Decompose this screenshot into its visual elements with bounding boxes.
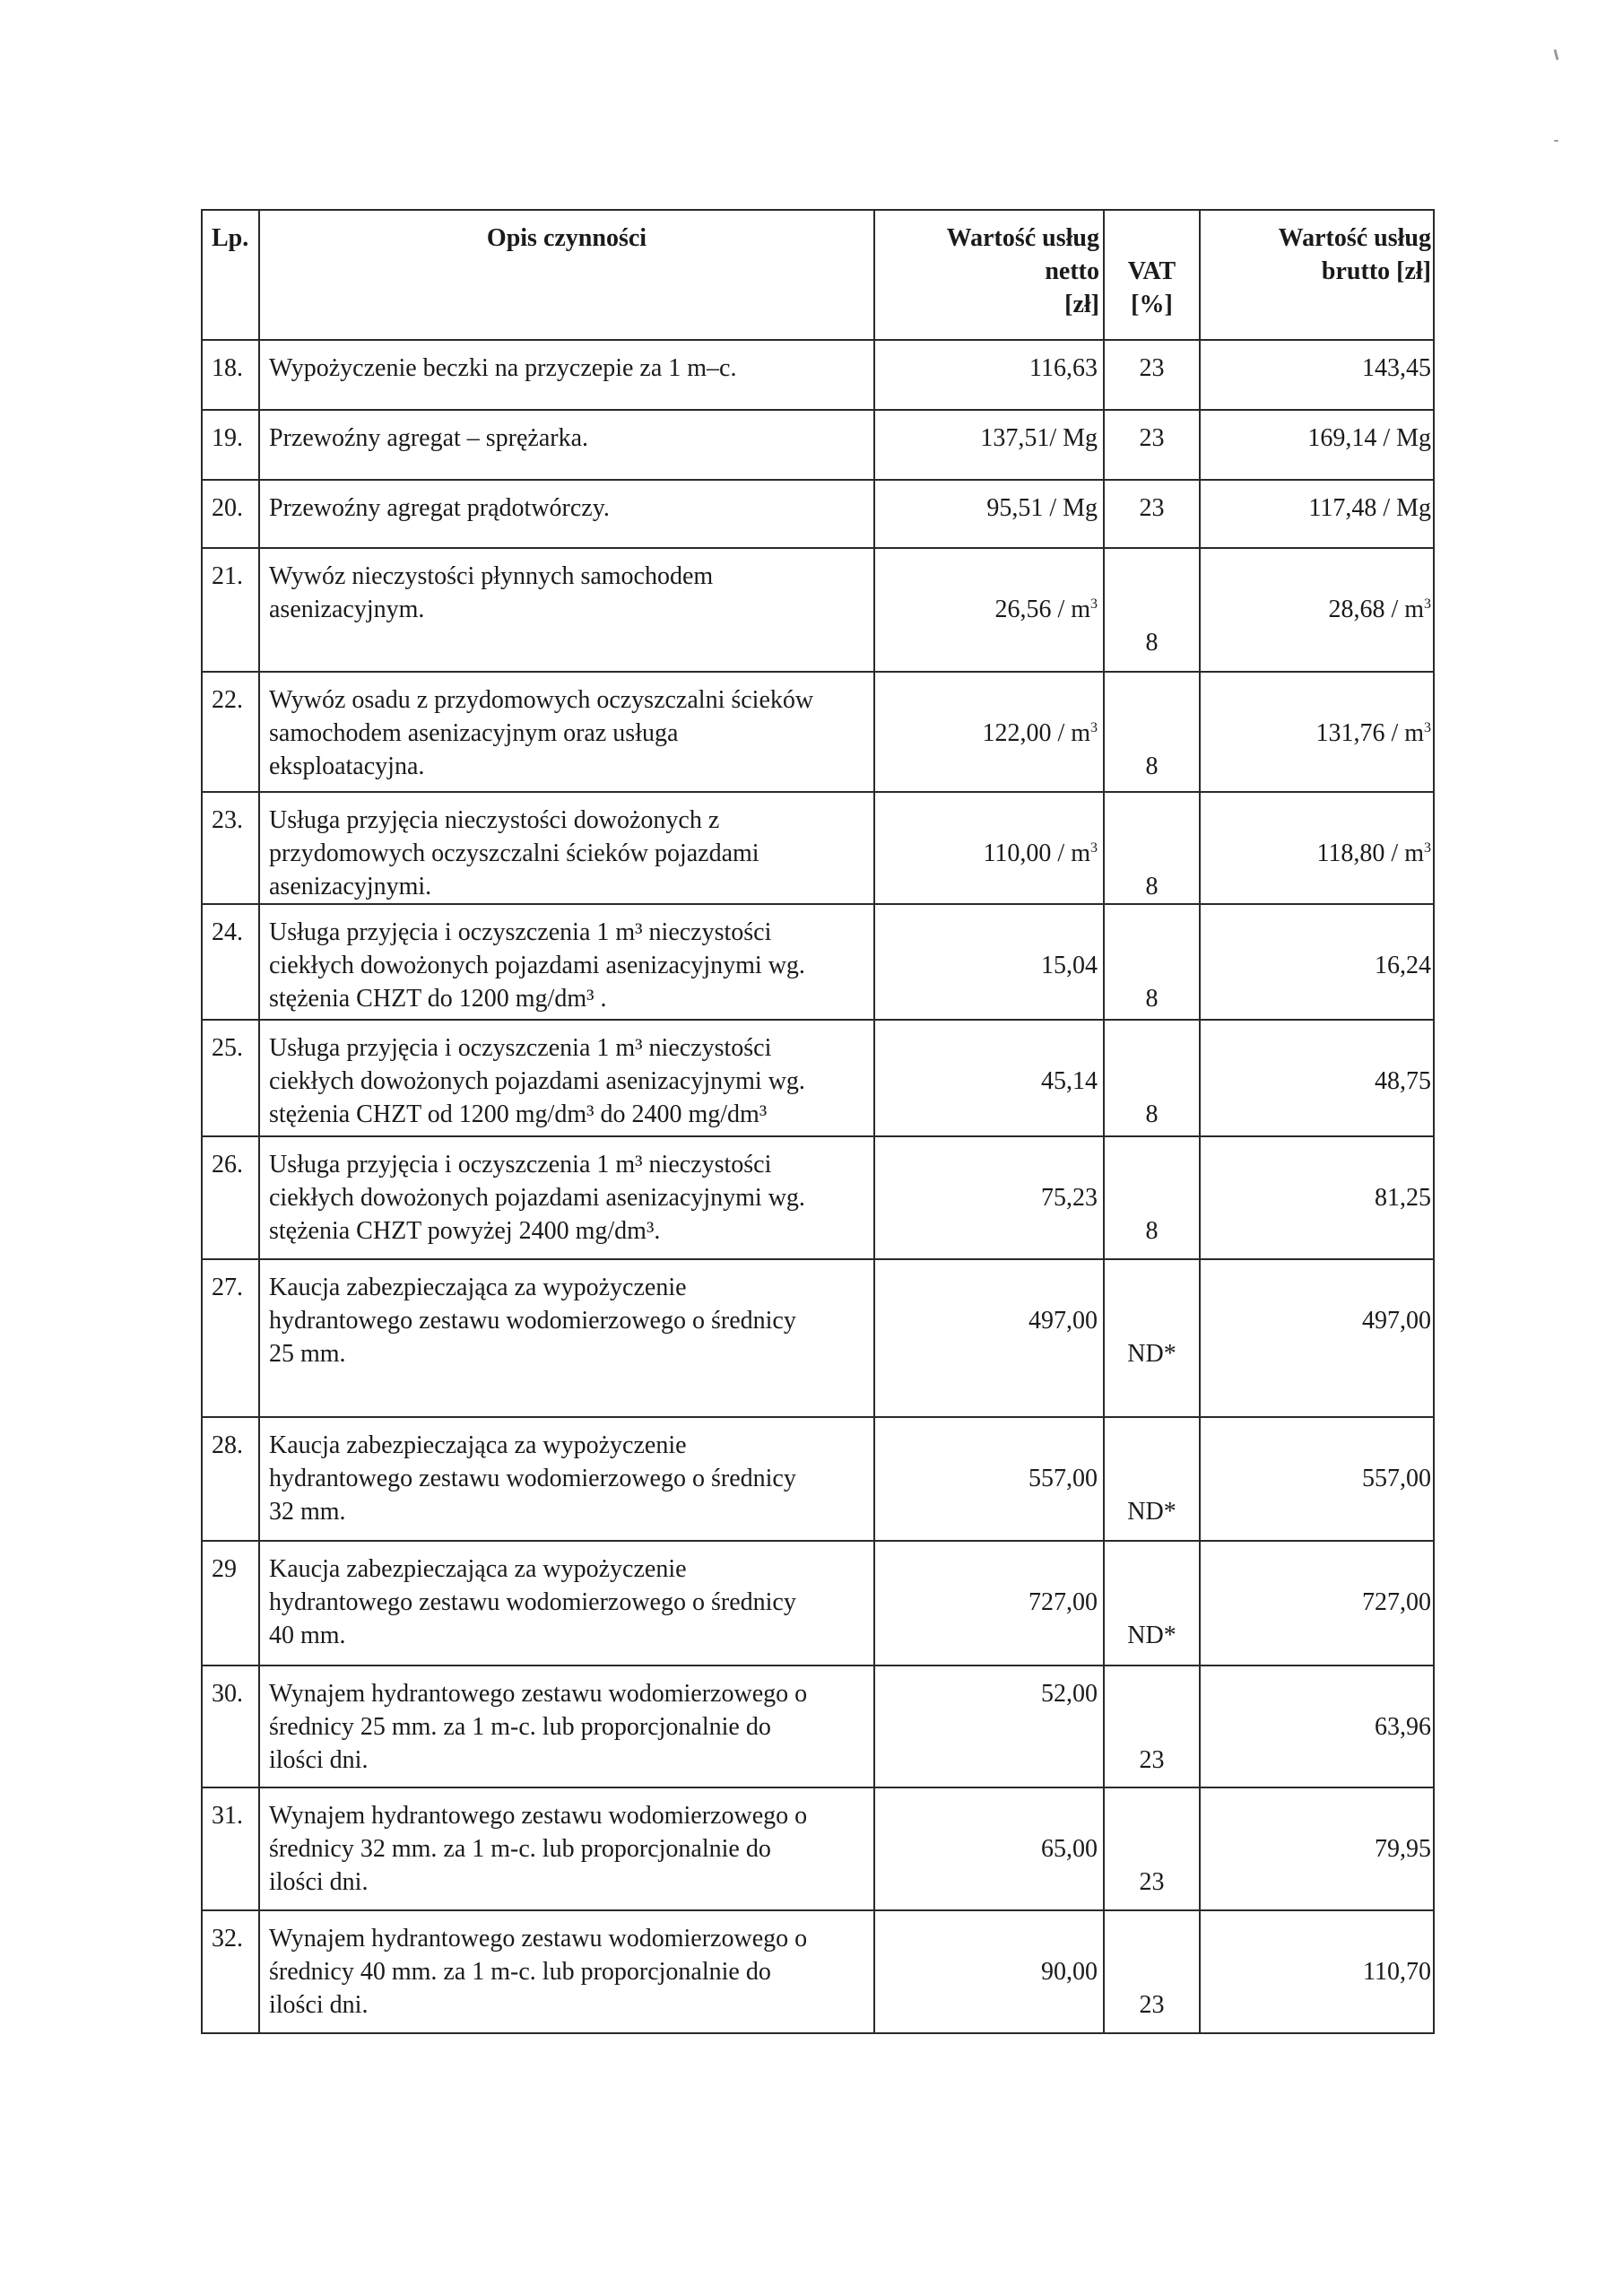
- cell-lp: [202, 1541, 259, 1665]
- scan-speck: [1553, 49, 1558, 60]
- cell-opis: [259, 672, 874, 792]
- cell-netto: [874, 1787, 1104, 1910]
- cell-netto: [874, 1020, 1104, 1136]
- row-number: 32.: [212, 1925, 243, 1952]
- cell-vat: [1104, 1910, 1200, 2033]
- cell-lp: [202, 1910, 259, 2033]
- cell-opis: [259, 1020, 874, 1136]
- description-line: Wynajem hydrantowego zestawu wodomierzowego o: [269, 1802, 808, 1830]
- cell-brutto: [1200, 1910, 1434, 2033]
- netto-value: 52,00: [1041, 1680, 1098, 1708]
- table-row: [202, 410, 1434, 480]
- header-lp-label: Lp.: [212, 224, 249, 252]
- description-line: ciekłych dowożonych pojazdami asenizacyjnymi wg.: [269, 1184, 805, 1212]
- brutto-value: 557,00: [1362, 1465, 1431, 1492]
- table-row: [202, 1020, 1434, 1136]
- brutto-value: 79,95: [1375, 1835, 1431, 1863]
- cell-vat: [1104, 480, 1200, 548]
- table-row: [202, 1136, 1434, 1259]
- description-line: średnicy 25 mm. za 1 m-c. lub proporcjonalnie do: [269, 1713, 771, 1741]
- cell-lp: [202, 1665, 259, 1787]
- netto-value: 26,56 / m: [994, 596, 1090, 623]
- brutto-value: 110,70: [1363, 1958, 1431, 1986]
- description-line: Wypożyczenie beczki na przyczepie za 1 m–c.: [269, 354, 737, 382]
- header-netto-line: Wartość usług: [946, 224, 1099, 252]
- cell-lp: [202, 1136, 259, 1259]
- vat-value: ND*: [1127, 1498, 1176, 1526]
- cell-opis: [259, 340, 874, 410]
- cell-brutto: [1200, 410, 1434, 480]
- description-line: Przewoźny agregat prądotwórczy.: [269, 494, 610, 522]
- cell-netto: [874, 1259, 1104, 1417]
- description-line: ciekłych dowożonych pojazdami asenizacyjnymi wg.: [269, 952, 805, 979]
- table-row: [202, 792, 1434, 904]
- cell-opis: [259, 480, 874, 548]
- header-opis-label: Opis czynności: [486, 224, 647, 252]
- description-line: Usługa przyjęcia i oczyszczenia 1 m³ nieczystości: [269, 1034, 772, 1062]
- table-row: [202, 548, 1434, 672]
- cell-netto: [874, 1665, 1104, 1787]
- description-line: średnicy 32 mm. za 1 m-c. lub proporcjonalnie do: [269, 1835, 771, 1863]
- netto-value: 90,00: [1041, 1958, 1098, 1986]
- brutto-value: 117,48 / Mg: [1308, 494, 1431, 522]
- vat-value: ND*: [1127, 1622, 1176, 1649]
- vat-value: 23: [1139, 424, 1165, 452]
- brutto-value: 63,96: [1375, 1713, 1431, 1741]
- cell-brutto: [1200, 792, 1434, 904]
- vat-value: 8: [1145, 752, 1159, 780]
- header-vat-line: [%]: [1131, 291, 1173, 318]
- description-line: stężenia CHZT powyżej 2400 mg/dm³.: [269, 1217, 661, 1245]
- row-number: 29: [212, 1555, 237, 1583]
- row-number: 30.: [212, 1680, 243, 1708]
- vat-value: 8: [1145, 1217, 1159, 1245]
- brutto-unit-exponent: 3: [1424, 720, 1431, 735]
- cell-brutto: [1200, 1020, 1434, 1136]
- cell-opis: [259, 548, 874, 672]
- cell-lp: [202, 1787, 259, 1910]
- vat-value: 8: [1145, 629, 1159, 657]
- header-row: [202, 210, 1434, 340]
- cell-brutto: [1200, 548, 1434, 672]
- description-line: hydrantowego zestawu wodomierzowego o średnicy: [269, 1588, 796, 1616]
- table-body: [202, 340, 1434, 2033]
- header-brutto-line: brutto [zł]: [1321, 257, 1431, 285]
- table-row: [202, 1787, 1434, 1910]
- cell-opis: [259, 1136, 874, 1259]
- table-row: [202, 904, 1434, 1020]
- price-table: [201, 209, 1435, 2034]
- cell-netto: [874, 480, 1104, 548]
- table-row: [202, 480, 1434, 548]
- netto-unit-exponent: 3: [1090, 840, 1098, 856]
- brutto-value: 48,75: [1375, 1067, 1431, 1095]
- description-line: stężenia CHZT do 1200 mg/dm³ .: [269, 985, 607, 1013]
- cell-lp: [202, 1020, 259, 1136]
- cell-opis: [259, 904, 874, 1020]
- description-line: Kaucja zabezpieczająca za wypożyczenie: [269, 1274, 687, 1301]
- cell-brutto: [1200, 1417, 1434, 1541]
- netto-value: 116,63: [1029, 354, 1098, 382]
- netto-value: 137,51/ Mg: [980, 424, 1098, 452]
- vat-value: 8: [1145, 985, 1159, 1013]
- cell-brutto: [1200, 1259, 1434, 1417]
- description-line: asenizacyjnymi.: [269, 873, 432, 900]
- cell-brutto: [1200, 1541, 1434, 1665]
- table-row: [202, 1259, 1434, 1417]
- vat-value: 23: [1139, 494, 1165, 522]
- description-line: hydrantowego zestawu wodomierzowego o średnicy: [269, 1465, 796, 1492]
- cell-vat: [1104, 1787, 1200, 1910]
- table-row: [202, 1665, 1434, 1787]
- description-line: Wynajem hydrantowego zestawu wodomierzowego o: [269, 1925, 808, 1952]
- description-line: Kaucja zabezpieczająca za wypożyczenie: [269, 1431, 687, 1459]
- row-number: 20.: [212, 494, 243, 522]
- cell-netto: [874, 410, 1104, 480]
- cell-netto: [874, 1910, 1104, 2033]
- description-line: 32 mm.: [269, 1498, 346, 1526]
- cell-netto: [874, 548, 1104, 672]
- header-vat: [1104, 210, 1200, 340]
- cell-opis: [259, 410, 874, 480]
- brutto-value: 497,00: [1362, 1307, 1431, 1335]
- cell-lp: [202, 410, 259, 480]
- header-lp: [202, 210, 259, 340]
- cell-brutto: [1200, 340, 1434, 410]
- row-number: 19.: [212, 424, 243, 452]
- cell-vat: [1104, 792, 1200, 904]
- cell-brutto: [1200, 1136, 1434, 1259]
- vat-value: 23: [1139, 1868, 1165, 1896]
- cell-vat: [1104, 1020, 1200, 1136]
- netto-value: 45,14: [1041, 1067, 1098, 1095]
- row-number: 25.: [212, 1034, 243, 1062]
- brutto-value: 28,68 / m: [1328, 596, 1424, 623]
- description-line: 40 mm.: [269, 1622, 346, 1649]
- table-row: [202, 672, 1434, 792]
- cell-lp: [202, 548, 259, 672]
- brutto-value: 81,25: [1375, 1184, 1431, 1212]
- cell-vat: [1104, 1541, 1200, 1665]
- description-line: Wynajem hydrantowego zestawu wodomierzowego o: [269, 1680, 808, 1708]
- description-line: Przewoźny agregat – sprężarka.: [269, 424, 589, 452]
- header-netto-line: [zł]: [1064, 291, 1099, 318]
- row-number: 28.: [212, 1431, 243, 1459]
- brutto-value: 118,80 / m: [1316, 839, 1424, 867]
- cell-vat: [1104, 410, 1200, 480]
- header-brutto-line: Wartość usług: [1278, 224, 1431, 252]
- brutto-value: 131,76 / m: [1315, 719, 1424, 747]
- description-line: eksploatacyjna.: [269, 752, 425, 780]
- cell-vat: [1104, 1665, 1200, 1787]
- table-row: [202, 1417, 1434, 1541]
- description-line: 25 mm.: [269, 1340, 346, 1368]
- cell-netto: [874, 792, 1104, 904]
- cell-vat: [1104, 1259, 1200, 1417]
- cell-opis: [259, 1910, 874, 2033]
- description-line: Usługa przyjęcia nieczystości dowożonych z: [269, 806, 720, 834]
- brutto-value: 727,00: [1362, 1588, 1431, 1616]
- netto-value: 727,00: [1028, 1588, 1098, 1616]
- cell-brutto: [1200, 480, 1434, 548]
- description-line: ciekłych dowożonych pojazdami asenizacyjnymi wg.: [269, 1067, 805, 1095]
- cell-brutto: [1200, 1787, 1434, 1910]
- netto-value: 497,00: [1028, 1307, 1098, 1335]
- description-line: ilości dni.: [269, 1991, 369, 2019]
- vat-value: 8: [1145, 873, 1159, 900]
- brutto-unit-exponent: 3: [1424, 840, 1431, 856]
- description-line: Usługa przyjęcia i oczyszczenia 1 m³ nieczystości: [269, 1151, 772, 1178]
- cell-lp: [202, 340, 259, 410]
- description-line: Kaucja zabezpieczająca za wypożyczenie: [269, 1555, 687, 1583]
- cell-brutto: [1200, 1665, 1434, 1787]
- cell-opis: [259, 1787, 874, 1910]
- vat-value: 8: [1145, 1100, 1159, 1128]
- header-brutto: [1200, 210, 1434, 340]
- cell-netto: [874, 1541, 1104, 1665]
- netto-unit-exponent: 3: [1090, 720, 1098, 735]
- brutto-value: 169,14 / Mg: [1307, 424, 1431, 452]
- header-netto: [874, 210, 1104, 340]
- cell-vat: [1104, 904, 1200, 1020]
- cell-vat: [1104, 340, 1200, 410]
- row-number: 18.: [212, 354, 243, 382]
- cell-lp: [202, 904, 259, 1020]
- netto-value: 75,23: [1041, 1184, 1098, 1212]
- table-row: [202, 1541, 1434, 1665]
- brutto-value: 16,24: [1375, 952, 1431, 979]
- cell-lp: [202, 672, 259, 792]
- cell-opis: [259, 1417, 874, 1541]
- netto-value: 15,04: [1041, 952, 1098, 979]
- description-line: asenizacyjnym.: [269, 596, 425, 623]
- cell-vat: [1104, 548, 1200, 672]
- cell-netto: [874, 340, 1104, 410]
- cell-opis: [259, 1259, 874, 1417]
- netto-value: 557,00: [1028, 1465, 1098, 1492]
- row-number: 23.: [212, 806, 243, 834]
- description-line: ilości dni.: [269, 1746, 369, 1774]
- cell-lp: [202, 480, 259, 548]
- table-row: [202, 1910, 1434, 2033]
- cell-opis: [259, 1541, 874, 1665]
- description-line: Wywóz nieczystości płynnych samochodem: [269, 562, 714, 590]
- cell-brutto: [1200, 672, 1434, 792]
- description-line: średnicy 40 mm. za 1 m-c. lub proporcjonalnie do: [269, 1958, 771, 1986]
- cell-netto: [874, 1417, 1104, 1541]
- description-line: samochodem asenizacyjnym oraz usługa: [269, 719, 679, 747]
- description-line: ilości dni.: [269, 1868, 369, 1896]
- cell-netto: [874, 1136, 1104, 1259]
- brutto-unit-exponent: 3: [1424, 596, 1431, 612]
- cell-netto: [874, 904, 1104, 1020]
- vat-value: 23: [1139, 1746, 1165, 1774]
- netto-value: 65,00: [1041, 1835, 1098, 1863]
- row-number: 26.: [212, 1151, 243, 1178]
- scan-speck: [1554, 140, 1558, 142]
- cell-brutto: [1200, 904, 1434, 1020]
- cell-lp: [202, 1259, 259, 1417]
- row-number: 31.: [212, 1802, 243, 1830]
- netto-value: 122,00 / m: [982, 719, 1090, 747]
- cell-vat: [1104, 1417, 1200, 1541]
- brutto-value: 143,45: [1362, 354, 1431, 382]
- header-opis: [259, 210, 874, 340]
- netto-value: 110,00 / m: [983, 839, 1090, 867]
- cell-lp: [202, 792, 259, 904]
- cell-vat: [1104, 672, 1200, 792]
- vat-value: 23: [1139, 354, 1165, 382]
- row-number: 24.: [212, 918, 243, 946]
- row-number: 21.: [212, 562, 243, 590]
- row-number: 22.: [212, 686, 243, 714]
- netto-value: 95,51 / Mg: [986, 494, 1098, 522]
- header-netto-line: netto: [1045, 257, 1099, 285]
- description-line: hydrantowego zestawu wodomierzowego o średnicy: [269, 1307, 796, 1335]
- cell-netto: [874, 672, 1104, 792]
- description-line: Usługa przyjęcia i oczyszczenia 1 m³ nieczystości: [269, 918, 772, 946]
- table-row: [202, 340, 1434, 410]
- description-line: przydomowych oczyszczalni ścieków pojazdami: [269, 839, 759, 867]
- vat-value: 23: [1139, 1991, 1165, 2019]
- description-line: Wywóz osadu z przydomowych oczyszczalni ścieków: [269, 686, 814, 714]
- vat-value: ND*: [1127, 1340, 1176, 1368]
- cell-opis: [259, 1665, 874, 1787]
- cell-vat: [1104, 1136, 1200, 1259]
- netto-unit-exponent: 3: [1090, 596, 1098, 612]
- cell-opis: [259, 792, 874, 904]
- description-line: stężenia CHZT od 1200 mg/dm³ do 2400 mg/dm³: [269, 1100, 768, 1128]
- header-vat-line: VAT: [1127, 257, 1176, 285]
- row-number: 27.: [212, 1274, 243, 1301]
- cell-lp: [202, 1417, 259, 1541]
